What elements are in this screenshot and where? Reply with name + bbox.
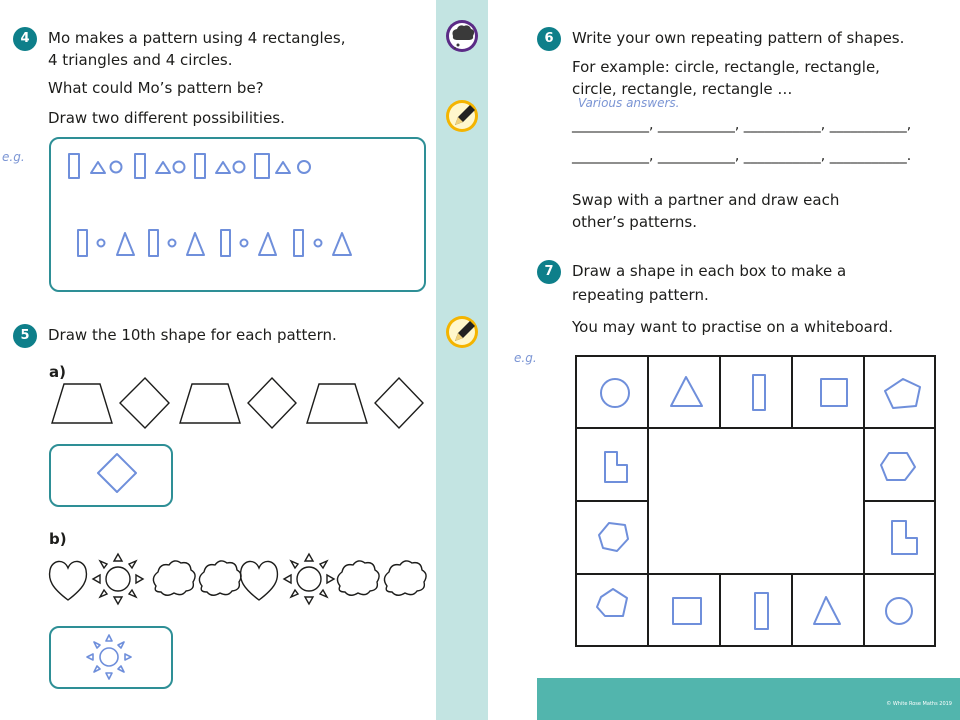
q5b-pattern [44, 552, 434, 610]
q6-text: Write your own repeating pattern of shapes. [572, 29, 905, 47]
question-7-number: 7 [537, 260, 561, 284]
q4-line4: Draw two different possibilities. [48, 109, 285, 127]
question-4-number: 4 [13, 27, 37, 51]
question-6-number: 6 [537, 27, 561, 51]
q5a-pattern [48, 376, 428, 432]
q7-line1: Draw a shape in each box to make a [572, 262, 847, 280]
q6-blank-line-2: ___________, ___________, ___________, ___________. [572, 148, 912, 164]
q4-line1: Mo makes a pattern using 4 rectangles, [48, 29, 346, 47]
q6-swap-line1: Swap with a partner and draw each [572, 191, 840, 209]
q4-eg-label: e.g. [2, 150, 25, 164]
q5-part-b-label: b) [49, 530, 67, 548]
q5a-answer-drawing [49, 444, 173, 507]
footer-bar [537, 678, 960, 720]
q7-eg-label: e.g. [514, 351, 537, 365]
q6-example-line1: For example: circle, rectangle, rectangle, [572, 58, 880, 76]
q5-text: Draw the 10th shape for each pattern. [48, 326, 337, 344]
q6-handwritten-answer: Various answers. [578, 96, 680, 110]
q6-blank-line-1: ___________, ___________, ___________, ___________, [572, 117, 912, 133]
pencil-icon [444, 98, 480, 134]
q4-line3: What could Mo’s pattern be? [48, 79, 264, 97]
q5b-answer-drawing [49, 626, 173, 689]
pencil-icon [444, 314, 480, 350]
q4-answer-drawing [49, 137, 424, 290]
q5-part-a-label: a) [49, 363, 66, 381]
q7-line3: You may want to practise on a whiteboard. [572, 318, 894, 336]
q6-example-line2: circle, rectangle, rectangle … [572, 80, 793, 98]
copyright-text: © White Rose Maths 2019 [886, 701, 952, 707]
q7-line2: repeating pattern. [572, 286, 709, 304]
q7-grid [575, 355, 937, 648]
question-5-number: 5 [13, 324, 37, 348]
q6-swap-line2: other’s patterns. [572, 213, 698, 231]
q4-line2: 4 triangles and 4 circles. [48, 51, 233, 69]
think-icon [444, 18, 480, 54]
